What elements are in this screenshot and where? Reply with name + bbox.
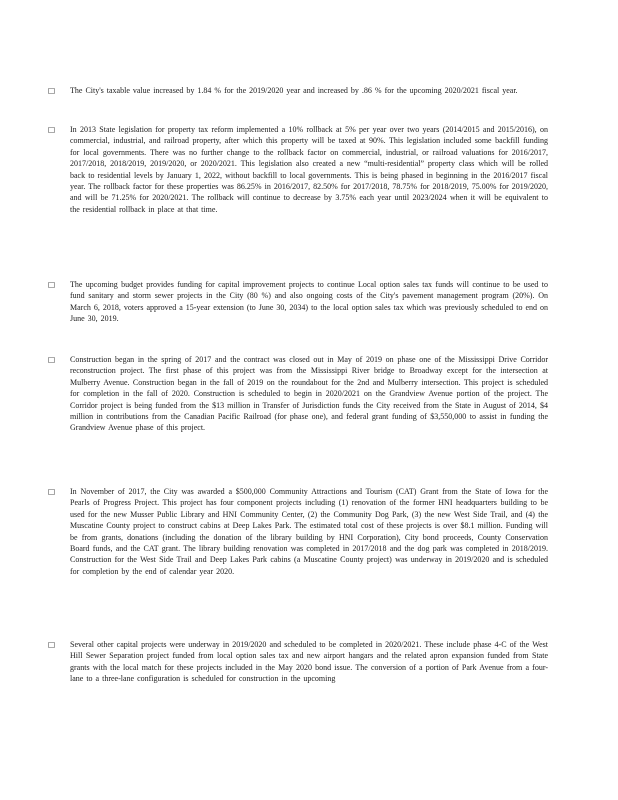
bullet-marker: □: [48, 280, 56, 289]
bullet-item-corridor-project: [48, 354, 548, 434]
bullet-marker: □: [48, 487, 56, 496]
bullet-marker: □: [48, 125, 56, 134]
bullet-marker: □: [48, 86, 56, 95]
paragraph-capital-projects: Several other capital projects were underway in 2019/2020 and scheduled to be completed in 2020/2021. These include phase 4-C of the West Hill Sewer Separation project funded from local option sales tax and new airport hangars and the related apron expansion funded from State grants with the local match for these projects included in the May 2020 bond issue. The conversion of a portion of Park Avenue from a four-lane to a three-lane configuration is scheduled for construction in the upcoming: [70, 640, 548, 684]
bullet-marker: □: [48, 355, 56, 364]
paragraph-rollback-legislation: In 2013 State legislation for property tax reform implemented a 10% rollback at 5% per year over two years (2014/2015 and 2015/2016), on commercial, industrial, and railroad property, after which this property will be taxed at 90%. This legislation included some backfill funding for local governments. There was no further change to the rollback factor on commercial, industrial, or railroad valuations for 2016/2017, 2017/2018, 2018/2019, 2019/2020, or 2020/2021. This legislation also created a new “multi-residential” property class which will be rolled back to residential levels by January 1, 2022, without backfill to local governments. This is being phased in beginning in the 2016/2017 fiscal year. The rollback factor for these properties was 86.25% in 2016/2017, 82.50% for 2017/2018, 78.75% for 2018/2019, 75.00% for 2019/2020, and will be 71.25% for 2020/2021. The rollback will continue to decrease by 3.75% each year until 2023/2024 when it will be equivalent to the residential rollback in place at that time.: [70, 125, 548, 214]
bullet-item-sales-tax: [48, 279, 548, 325]
bullet-item-capital-projects: [48, 639, 548, 685]
bullet-marker: □: [48, 640, 56, 649]
bullet-item-rollback-legislation: [48, 124, 548, 215]
bullet-item-taxable-value: [48, 85, 548, 96]
paragraph-corridor-project: Construction began in the spring of 2017 and the contract was closed out in May of 2019 on phase one of the Mississippi Drive Corridor reconstruction project. The first phase of this project was from the Mississippi River bridge to Broadway except for the intersection at Mulberry Avenue. Construction began in the fall of 2019 on the roundabout for the 2nd and Mulberry intersection. This project is scheduled for completion in the fall of 2020. Construction is scheduled to begin in 2020/2021 on the Grandview Avenue portion of the project. The Corridor project is being funded from the $13 million in Transfer of Jurisdiction funds the City received from the State in August of 2014, $4 million in contributions from the Canadian Pacific Railroad (for phase one), and federal grant funding of $3,550,000 to assist in funding the Grandview Avenue phase of this project.: [70, 355, 548, 433]
paragraph-sales-tax: The upcoming budget provides funding for capital improvement projects to continue Local option sales tax funds will continue to be used to fund sanitary and storm sewer projects in the City (80 %) and also ongoing costs of the City's pavement management program (20%). On March 6, 2018, voters approved a 15-year extension (to June 30, 2034) to the local option sales tax which was previously scheduled to end on June 30, 2019.: [70, 280, 548, 324]
bullet-item-cat-grant: [48, 486, 548, 577]
paragraph-taxable-value: The City's taxable value increased by 1.84 % for the 2019/2020 year and increased by .86 % for the upcoming 2020/2021 fiscal year.: [70, 86, 518, 95]
paragraph-cat-grant: In November of 2017, the City was awarded a $500,000 Community Attractions and Tourism (CAT) Grant from the State of Iowa for the Pearls of Progress Project. This project has four component projects including (1) renovation of the former HNI headquarters building to be used for the new Musser Public Library and HNI Community Center, (2) the Community Dog Park, (3) the new West Side Trail, and (4) the Muscatine County project to construct cabins at Deep Lakes Park. The estimated total cost of these projects is over $8.1 million. Funding will be from grants, donations (including the donation of the library building by HNI Corporation), City bond proceeds, County Conservation Board funds, and the CAT grant. The library building renovation was completed in 2017/2018 and the dog park was completed in 2018/2019. Construction for the West Side Trail and Deep Lakes Park cabins (a Muscatine County project) was underway in 2019/2020 and is scheduled for completion by the end of calendar year 2020.: [70, 487, 548, 576]
